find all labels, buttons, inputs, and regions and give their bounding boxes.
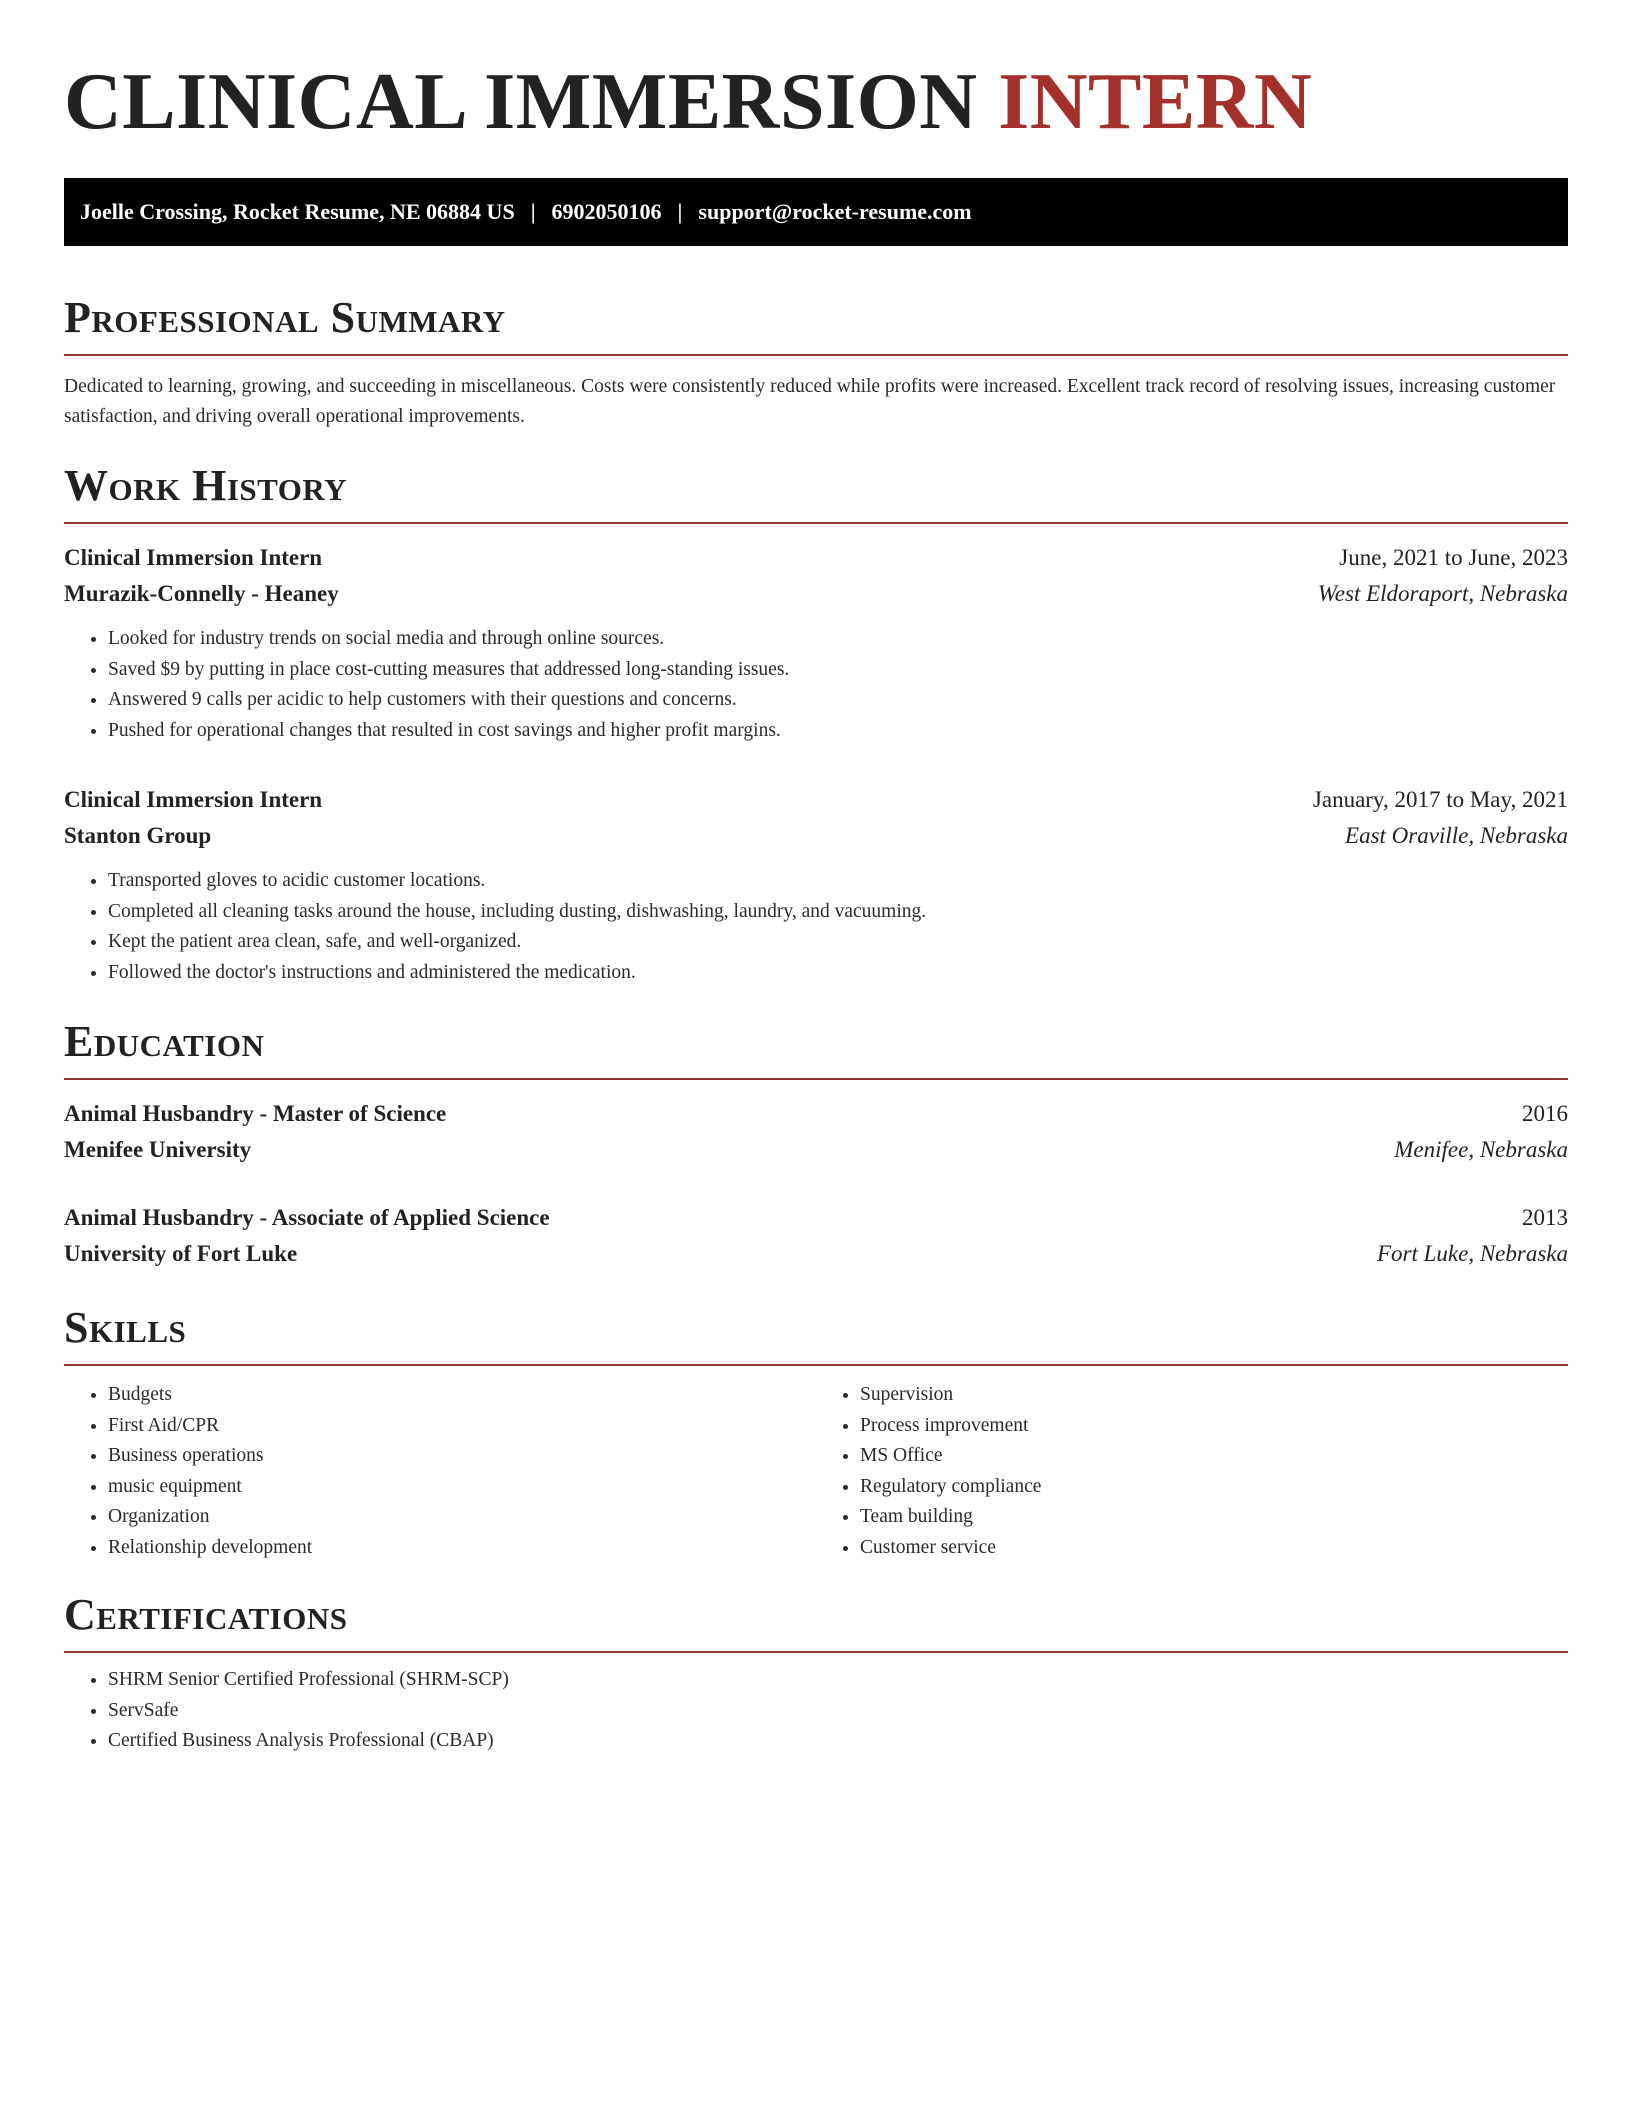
list-item: • Kept the patient area clean, safe, and well-organized. [108, 927, 1568, 958]
certifications-section [64, 1587, 1568, 1757]
education-school-row [64, 1236, 1568, 1272]
section-divider [64, 1078, 1568, 1080]
job-dates: January, 2017 to May, 2021 [1312, 787, 1568, 812]
education-section [64, 1014, 1568, 1272]
list-item: • Relationship development [108, 1533, 816, 1564]
list-item: • Saved $9 by putting in place cost-cutting measures that addressed long-standing issues. [108, 655, 1568, 686]
list-item: • Answered 9 calls per acidic to help customers with their questions and concerns. [108, 685, 1568, 716]
title-main: CLINICAL IMMERSION [64, 58, 978, 146]
job-header-row [64, 540, 1568, 576]
job-bullets [64, 624, 1568, 746]
education-degree: Animal Husbandry - Associate of Applied Science [64, 1205, 550, 1230]
list-item: • Followed the doctor's instructions and administered the medication. [108, 958, 1568, 989]
list-item: • Customer service [860, 1533, 1568, 1564]
contact-bar [64, 178, 1568, 246]
section-heading: Skills [64, 1303, 187, 1352]
job-entry [64, 782, 1568, 988]
education-school: Menifee University [64, 1137, 252, 1162]
title-accent: INTERN [998, 58, 1313, 146]
section-divider [64, 522, 1568, 524]
skills-column-left [64, 1380, 816, 1563]
job-bullets [64, 866, 1568, 988]
work-history-section [64, 458, 1568, 988]
list-item: • Transported gloves to acidic customer locations. [108, 866, 1568, 897]
contact-separator: | [677, 199, 683, 224]
education-school: University of Fort Luke [64, 1241, 298, 1266]
list-item: • Supervision [860, 1380, 1568, 1411]
education-degree: Animal Husbandry - Master of Science [64, 1101, 447, 1126]
list-item: • Business operations [108, 1441, 816, 1472]
education-degree-row [64, 1096, 1568, 1132]
list-item: • Budgets [108, 1380, 816, 1411]
list-item: • Pushed for operational changes that resulted in cost savings and higher profit margins. [108, 716, 1568, 747]
list-item: • ServSafe [108, 1696, 1568, 1727]
certifications-list [64, 1665, 1568, 1757]
list-item: • Regulatory compliance [860, 1472, 1568, 1503]
list-item: • SHRM Senior Certified Professional (SHRM-SCP) [108, 1665, 1568, 1696]
list-item: • Certified Business Analysis Professional (CBAP) [108, 1726, 1568, 1757]
education-year: 2016 [1522, 1101, 1568, 1126]
job-location: West Eldoraport, Nebraska [1317, 581, 1568, 606]
section-heading: Certifications [64, 1590, 348, 1639]
summary-section [64, 290, 1568, 432]
section-heading: Work History [64, 461, 348, 510]
skills-grid [64, 1380, 1568, 1563]
job-title: Clinical Immersion Intern [64, 545, 323, 570]
list-item: • Team building [860, 1502, 1568, 1533]
section-heading: Education [64, 1017, 265, 1066]
job-dates: June, 2021 to June, 2023 [1339, 545, 1568, 570]
skills-column-right [816, 1380, 1568, 1563]
section-divider [64, 1364, 1568, 1366]
job-location: East Oraville, Nebraska [1345, 823, 1568, 848]
list-item: • Looked for industry trends on social media and through online sources. [108, 624, 1568, 655]
section-heading: Professional Summary [64, 293, 506, 342]
list-item: • First Aid/CPR [108, 1411, 816, 1442]
page-title [64, 52, 1568, 152]
list-item: • music equipment [108, 1472, 816, 1503]
contact-phone: 6902050106 [551, 199, 662, 224]
education-degree-row [64, 1200, 1568, 1236]
skills-section [64, 1300, 1568, 1563]
list-item: • Completed all cleaning tasks around the house, including dusting, dishwashing, laundry, and vacuuming. [108, 897, 1568, 928]
education-location: Fort Luke, Nebraska [1376, 1241, 1568, 1266]
education-school-row [64, 1132, 1568, 1168]
job-company: Stanton Group [64, 823, 212, 848]
job-company: Murazik-Connelly - Heaney [64, 581, 339, 606]
list-item: • MS Office [860, 1441, 1568, 1472]
summary-text: Dedicated to learning, growing, and succeeding in miscellaneous. Costs were consistently reduced while profits were increased. Excellent track record of resolving issues, increasing customer satisfaction, and driving overall operational improvements. [64, 376, 1556, 427]
list-item: • Process improvement [860, 1411, 1568, 1442]
education-entry [64, 1200, 1568, 1272]
section-divider [64, 1651, 1568, 1653]
education-location: Menifee, Nebraska [1394, 1137, 1568, 1162]
job-company-row [64, 818, 1568, 854]
education-entry [64, 1096, 1568, 1168]
section-divider [64, 354, 1568, 356]
contact-separator: | [530, 199, 536, 224]
job-header-row [64, 782, 1568, 818]
job-company-row [64, 576, 1568, 612]
contact-address: Joelle Crossing, Rocket Resume, NE 06884 US [80, 199, 515, 224]
job-title: Clinical Immersion Intern [64, 787, 323, 812]
job-entry [64, 540, 1568, 746]
education-year: 2013 [1522, 1205, 1568, 1230]
list-item: • Organization [108, 1502, 816, 1533]
contact-email: support@rocket-resume.com [698, 199, 972, 224]
